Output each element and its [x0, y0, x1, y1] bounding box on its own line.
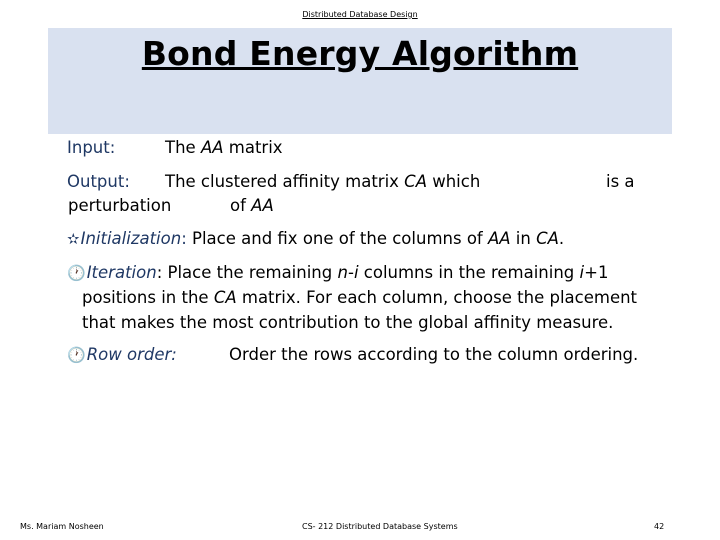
step-iteration-line-2: [82, 288, 637, 307]
input-text-em: AA: [200, 138, 224, 157]
input-text-post: matrix: [223, 138, 283, 157]
step-iteration-i: i: [353, 263, 359, 282]
output-label: Output:: [67, 172, 130, 191]
output-perturbation: perturbation: [68, 196, 172, 215]
step-iteration-n: n: [337, 263, 348, 282]
step-initialization-text: Place and fix one of the columns of: [192, 229, 488, 248]
step-iteration-name: Iteration: [86, 263, 157, 282]
slide-title: Bond Energy Algorithm: [141, 34, 579, 73]
step-initialization: [67, 229, 564, 248]
step-iteration-dash: -: [347, 263, 354, 282]
step-iteration-plus-one: +1: [584, 263, 609, 282]
step-iteration-i2: i: [579, 263, 585, 282]
output-of-aa: [230, 196, 274, 215]
input-label: Input:: [67, 138, 116, 157]
step-row-order-colon: :: [171, 345, 177, 364]
output-text-em: CA: [404, 172, 427, 191]
step-initialization-mid: in: [510, 229, 537, 248]
step-initialization-end: .: [558, 229, 565, 248]
step-iteration-text-a: : Place the remaining: [156, 263, 338, 282]
input-text-pre: The: [165, 138, 201, 157]
step-initialization-name: Initialization: [80, 229, 182, 248]
input-text: [165, 138, 283, 157]
output-line-2: [68, 196, 274, 215]
star-icon: ✫: [67, 230, 80, 248]
output-of: of: [230, 196, 252, 215]
footer-author: Ms. Mariam Nosheen: [20, 522, 104, 531]
step-iteration-ca: CA: [213, 288, 237, 307]
output-line: [67, 172, 667, 191]
step-iteration-line-3: that makes the most contribution to the global affinity measure.: [82, 313, 614, 332]
footer-page-number: 42: [654, 522, 665, 531]
step-initialization-em1: AA: [487, 229, 511, 248]
output-text-right: is a: [606, 172, 635, 191]
step-row-order-name: Row order: [86, 345, 172, 364]
output-aa-em: AA: [251, 196, 274, 215]
step-iteration-text-b: columns in the remaining: [358, 263, 580, 282]
step-row-order-text: Order the rows according to the column ordering.: [229, 345, 639, 364]
output-text-post: which: [426, 172, 481, 191]
clock-icon: 🕐: [67, 264, 86, 282]
input-line: [67, 138, 283, 157]
output-text-line1: [165, 172, 480, 191]
clock-icon: 🕐: [67, 346, 86, 364]
step-iteration-line2-b: matrix. For each column, choose the placement: [236, 288, 638, 307]
step-initialization-colon: :: [181, 229, 193, 248]
step-row-order: [67, 345, 639, 364]
step-initialization-em2: CA: [536, 229, 559, 248]
output-text-pre: The clustered affinity matrix: [165, 172, 405, 191]
step-iteration: [67, 263, 608, 282]
header-course-title: Distributed Database Design: [302, 10, 418, 19]
step-iteration-line2-a: positions in the: [82, 288, 214, 307]
footer-course: CS- 212 Distributed Database Systems: [302, 522, 458, 531]
